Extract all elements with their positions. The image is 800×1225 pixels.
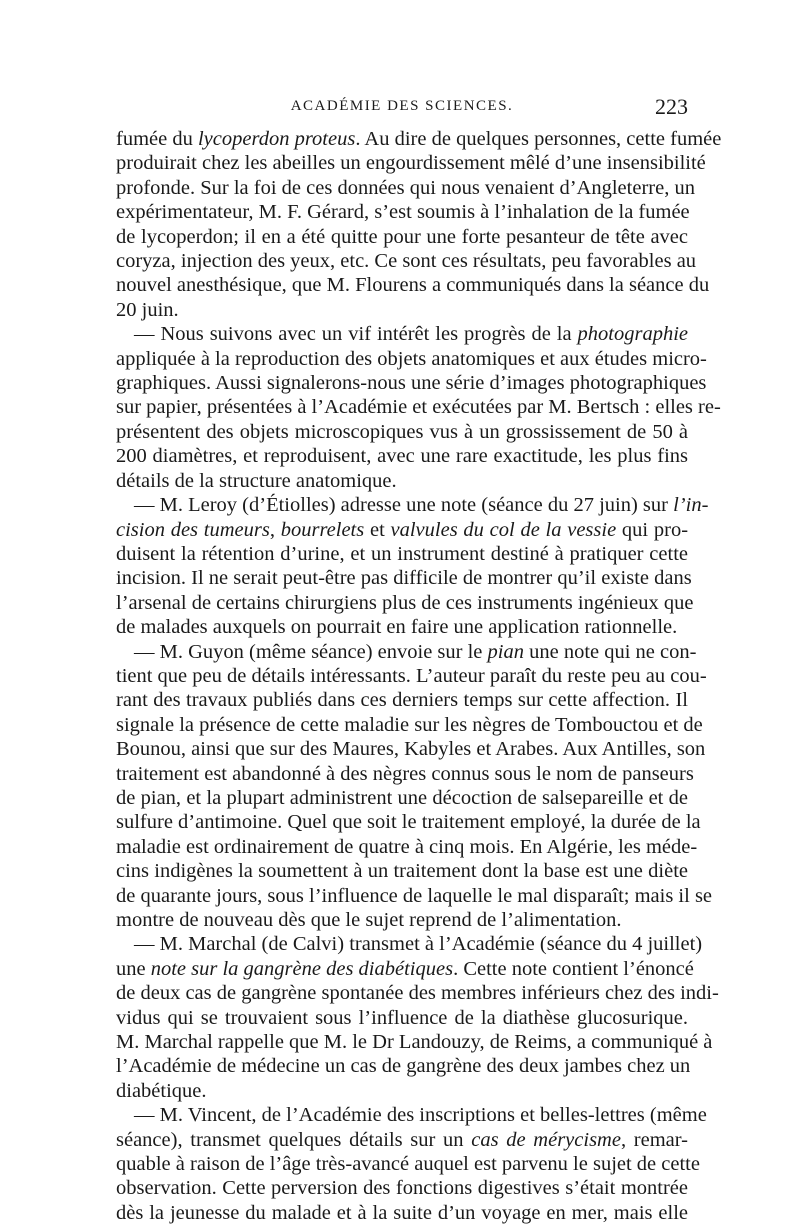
text-segment: , xyxy=(269,518,281,541)
text-line xyxy=(116,786,688,810)
text-segment: une note qui ne con- xyxy=(523,640,697,663)
text-line xyxy=(116,1030,713,1054)
text-line xyxy=(116,1054,691,1078)
text-segment: dès la jeunesse du malade et à la suite d’un voyage en mer, mais elle xyxy=(116,1201,688,1224)
text-line xyxy=(116,151,706,175)
text-segment: l’arsenal de certains chirurgiens plus de ces instruments ingénieux que xyxy=(116,591,694,614)
italic-text: note sur la gangrène des diabétiques xyxy=(150,957,454,980)
text-line xyxy=(116,908,688,932)
text-segment: — M. Leroy (d’Étiolles) adresse une note (séance du 27 juin) sur xyxy=(134,494,674,517)
text-line xyxy=(116,932,703,956)
text-segment: — M. Marchal (de Calvi) transmet à l’Académie (séance du 4 juillet) xyxy=(134,933,703,956)
text-segment: détails de la structure anatomique. xyxy=(116,469,397,492)
text-segment: rant des travaux publiés dans ces derniers temps sur cette affection. Il xyxy=(116,689,688,712)
text-segment: profonde. Sur la foi de ces données qui nous venaient d’Angleterre, un xyxy=(116,176,695,199)
text-line xyxy=(116,615,688,639)
text-segment: de pian, et la plupart administrent une décoction de salsepareille et de xyxy=(116,786,688,809)
text-segment: de lycoperdon; il en a été quitte pour une forte pesanteur de tête avec xyxy=(116,225,688,248)
text-segment: incision. Il ne serait peut-être pas difficile de montrer qu’il existe dans xyxy=(116,567,692,590)
text-line xyxy=(116,1176,688,1200)
text-line xyxy=(116,737,706,761)
italic-text: lycoperdon proteus xyxy=(197,128,356,150)
text-line xyxy=(116,298,688,322)
italic-text: cision des tumeurs xyxy=(116,518,270,541)
text-segment: traitement est abandonné à des nègres connus sous le nom de panseurs xyxy=(116,762,694,785)
text-line xyxy=(116,542,688,566)
text-segment: coryza, injection des yeux, etc. Ce sont ces résultats, peu favorables au xyxy=(116,250,697,273)
text-segment: vidus qui se trouvaient sous l’influence de la diathèse glucosurique. xyxy=(116,1006,688,1029)
text-segment: produirait chez les abeilles un engourdissement mêlé d’une insensibilité xyxy=(116,152,706,175)
text-line xyxy=(116,566,692,590)
text-line xyxy=(116,249,697,273)
text-line xyxy=(116,981,719,1005)
text-line xyxy=(116,273,710,297)
italic-text: valvules du col de la vessie xyxy=(390,518,617,541)
text-line xyxy=(116,176,695,200)
text-segment: observation. Cette perversion des fonctions digestives s’était montrée xyxy=(116,1177,688,1200)
text-line xyxy=(116,200,688,224)
text-line xyxy=(116,957,694,981)
text-segment: . Au dire de quelques personnes, cette fumée xyxy=(355,128,722,150)
italic-text: cas de mérycisme xyxy=(471,1128,621,1151)
text-segment: — Nous suivons avec un vif intérêt les progrès de la xyxy=(134,323,578,346)
text-segment: , remar- xyxy=(620,1128,688,1151)
text-line xyxy=(116,591,694,615)
text-segment: cins indigènes la soumettent à un traitement dont la base est une diète xyxy=(116,860,688,883)
text-segment: fumée du xyxy=(116,128,198,150)
italic-text: pian xyxy=(487,640,524,663)
text-segment: de quarante jours, sous l’influence de laquelle le mal disparaît; mais il se xyxy=(116,884,713,907)
text-segment: maladie est ordinairement de quatre à cinq mois. En Algérie, les méde- xyxy=(116,835,698,858)
italic-text: bourrelets xyxy=(280,518,365,541)
text-line xyxy=(116,762,694,786)
running-head xyxy=(116,94,688,122)
text-segment: — M. Vincent, de l’Académie des inscriptions et belles-lettres (même xyxy=(134,1104,707,1127)
text-segment: de deux cas de gangrène spontanée des membres inférieurs chez des indi- xyxy=(116,982,719,1005)
text-segment: nouvel anesthésique, que M. Flourens a communiqués dans la séance du xyxy=(116,274,710,297)
text-segment: de malades auxquels on pourrait en faire une application rationnelle. xyxy=(116,616,678,639)
text-segment: expérimentateur, M. F. Gérard, s’est soumis à l’inhalation de la fumée xyxy=(116,201,690,224)
text-segment: M. Marchal rappelle que M. le Dr Landouzy, de Reims, a communiqué à xyxy=(116,1031,713,1054)
text-segment: graphiques. Aussi signalerons-nous une série d’images photographiques xyxy=(116,372,707,395)
text-line xyxy=(116,1103,707,1127)
text-line xyxy=(116,835,698,859)
page-number: 223 xyxy=(655,94,688,119)
text-segment: diabétique. xyxy=(116,1079,207,1102)
text-segment: séance), transmet quelques détails sur un xyxy=(116,1128,472,1151)
text-segment: qui pro- xyxy=(616,518,689,541)
text-line xyxy=(116,395,721,419)
text-segment: 20 juin. xyxy=(116,298,179,321)
text-segment: 200 diamètres, et reproduisent, avec une rare exactitude, les plus fins xyxy=(116,445,688,468)
text-line xyxy=(116,127,722,151)
text-segment: sulfure d’antimoine. Quel que soit le traitement employé, la durée de la xyxy=(116,811,701,834)
text-line xyxy=(116,420,688,444)
italic-text: photographie xyxy=(577,323,688,346)
body-text xyxy=(116,127,722,1225)
text-segment: . Cette note contient l’énoncé xyxy=(453,957,694,980)
text-line xyxy=(116,713,703,737)
text-segment: sur papier, présentées à l’Académie et exécutées par M. Bertsch : elles re- xyxy=(116,396,721,419)
text-line xyxy=(116,688,688,712)
text-segment: Bounou, ainsi que sur des Maures, Kabyles et Arabes. Aux Antilles, son xyxy=(116,738,706,761)
text-segment: l’Académie de médecine un cas de gangrène des deux jambes chez un xyxy=(116,1055,691,1078)
text-line xyxy=(116,322,688,346)
text-line xyxy=(116,493,709,517)
text-line xyxy=(116,664,707,688)
text-segment: présentent des objets microscopiques vus à un grossissement de 50 à xyxy=(116,420,688,443)
text-segment: montre de nouveau dès que le sujet reprend de l’alimentation. xyxy=(116,909,622,931)
text-segment: signale la présence de cette maladie sur les nègres de Tombouctou et de xyxy=(116,713,703,736)
text-segment: — M. Guyon (même séance) envoie sur le xyxy=(134,640,488,663)
text-segment: et xyxy=(364,518,391,541)
text-line xyxy=(116,640,697,664)
text-line xyxy=(116,469,688,493)
text-segment: tient que peu de détails intéressants. L’auteur paraît du reste peu au cou- xyxy=(116,664,707,687)
text-line xyxy=(116,859,688,883)
text-line xyxy=(116,1201,688,1225)
text-line xyxy=(116,810,701,834)
text-line xyxy=(116,884,713,908)
running-head-title: ACADÉMIE DES SCIENCES. xyxy=(290,98,514,114)
text-line xyxy=(116,1152,700,1176)
text-line xyxy=(116,1079,688,1103)
text-line xyxy=(116,1128,688,1152)
text-line xyxy=(116,444,688,468)
text-segment: quable à raison de l’âge très-avancé auquel est parvenu le sujet de cette xyxy=(116,1153,700,1176)
text-line xyxy=(116,371,707,395)
text-line xyxy=(116,347,707,371)
italic-text: l’in- xyxy=(673,494,709,517)
text-segment: appliquée à la reproduction des objets anatomiques et aux études micro- xyxy=(116,347,707,370)
text-line xyxy=(116,518,688,542)
text-line xyxy=(116,225,688,249)
text-line xyxy=(116,1006,688,1030)
text-segment: une xyxy=(116,957,151,980)
text-segment: duisent la rétention d’urine, et un instrument destiné à pratiquer cette xyxy=(116,542,688,565)
